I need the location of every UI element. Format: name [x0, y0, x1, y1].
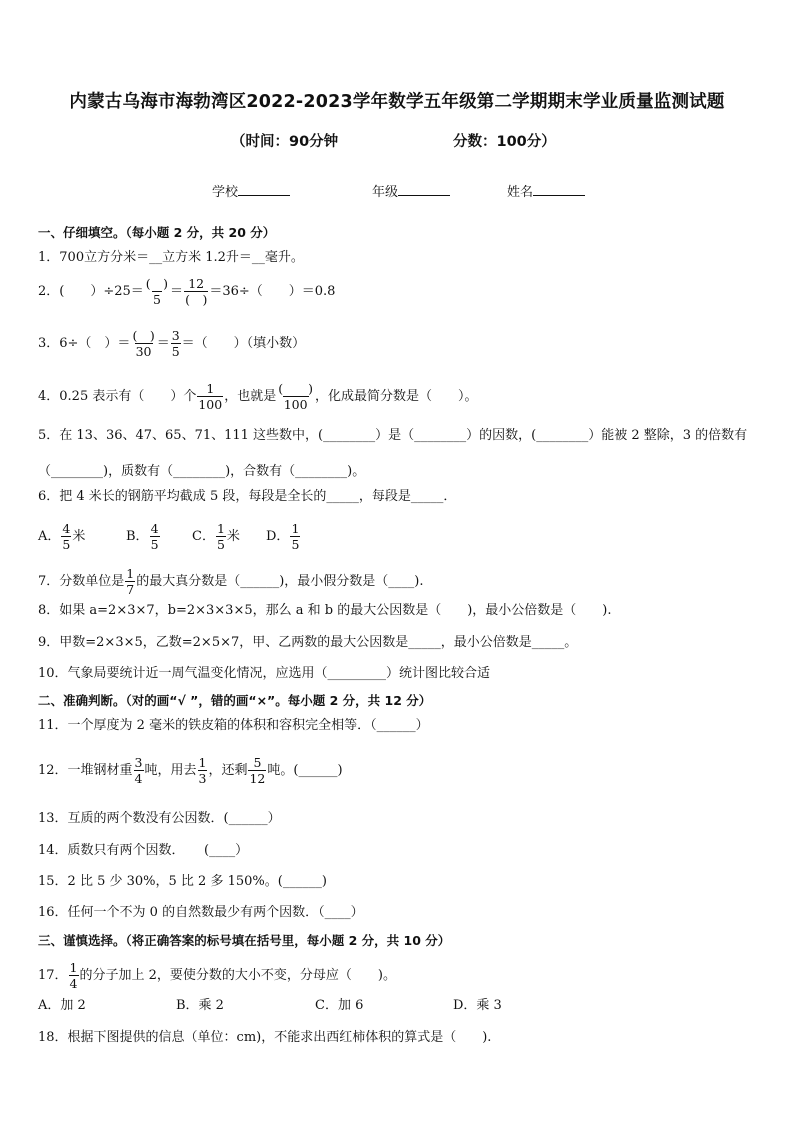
question-4-text-b: ，也就是	[224, 389, 277, 404]
denominator: 12	[249, 771, 266, 786]
question-12-text-b: 吨，用去	[144, 763, 197, 778]
question-5: 5．在 13、36、47、65、71、111 这些数中，(________）是（________）的因数，(________）能被 2 整除，3 的倍数有（________)，质数有（________)，合数有（________)。	[38, 428, 748, 479]
page-title: 内蒙古乌海市海勃湾区2022-2023学年数学五年级第二学期期末学业质量监测试题	[69, 92, 725, 112]
option-d[interactable]	[266, 521, 301, 552]
numerator: 1	[216, 521, 225, 536]
question-14: 14．质数只有两个因数． (____）	[38, 843, 249, 858]
question-6-options	[38, 515, 338, 555]
question-13: 13．互质的两个数没有公因数．(______）	[38, 811, 281, 826]
option-b[interactable]: B．乘 2	[176, 998, 224, 1013]
question-6: 6．把 4 米长的钢筋平均截成 5 段，每段是全长的_____，每段是_____．	[38, 489, 457, 504]
numerator: 1	[291, 521, 300, 536]
question-15: 15．2 比 5 少 30%，5 比 2 多 150%。(______)	[38, 874, 327, 889]
name-blank[interactable]	[533, 183, 585, 196]
numerator: 3	[171, 328, 180, 343]
fraction	[150, 521, 160, 552]
question-3-text-b: ＝（ ）（填小数）	[181, 336, 306, 351]
equals-sign: ＝	[156, 336, 170, 351]
question-17	[38, 960, 396, 991]
name-label: 姓名	[507, 185, 534, 200]
question-4-text-a: 4．0.25 表示有（ ）个	[38, 389, 197, 404]
denominator: ( )	[185, 292, 208, 307]
fraction	[216, 521, 226, 552]
question-9: 9．甲数=2×3×5，乙数=2×5×7，甲、乙两数的最大公因数是_____，最小公倍数是_____。	[38, 635, 578, 650]
numerator: 1	[206, 381, 215, 396]
fraction	[290, 521, 300, 552]
equals-sign: ＝	[170, 284, 184, 299]
fraction	[125, 566, 135, 597]
question-2-text-b: ＝36÷（ ）＝0.8	[209, 284, 336, 299]
numerator: 1	[126, 566, 135, 581]
fraction	[171, 328, 181, 359]
school-label: 学校	[212, 185, 239, 200]
denominator: 4	[69, 976, 78, 991]
fraction	[197, 381, 223, 412]
question-3-text-a: 3．6÷（ ）＝	[38, 336, 131, 351]
numerator: 4	[62, 521, 71, 536]
option-a[interactable]	[38, 521, 85, 552]
denominator: 7	[126, 582, 135, 597]
denominator: 5	[171, 344, 180, 359]
numerator: 12	[188, 276, 205, 291]
grade-field	[372, 181, 450, 200]
numerator: 5	[253, 755, 262, 770]
option-c[interactable]: C．加 6	[315, 998, 364, 1013]
section-heading-2: 二、准确判断。（对的画“√ ”，错的画“×”。每小题 2 分，共 12 分）	[38, 693, 432, 708]
question-12-text-a: 12．一堆钢材重	[38, 763, 133, 778]
denominator: 100	[283, 397, 308, 412]
option-label: C．	[192, 529, 215, 544]
denominator: 5	[152, 292, 161, 307]
denominator: 5	[291, 537, 300, 552]
question-4	[38, 381, 478, 412]
question-1: 1．700立方分米＝__立方米 1.2升＝__毫升。	[38, 250, 304, 265]
grade-label: 年级	[372, 185, 399, 200]
fraction	[131, 328, 155, 359]
unit: 米	[226, 529, 240, 544]
section-heading-1: 一、仔细填空。（每小题 2 分，共 20 分）	[38, 225, 276, 240]
option-d[interactable]: D．乘 3	[453, 998, 502, 1013]
denominator: 5	[62, 537, 71, 552]
numerator: 1	[69, 960, 78, 975]
question-7	[38, 566, 424, 597]
question-2	[38, 276, 335, 307]
school-field	[212, 181, 290, 200]
option-c[interactable]	[192, 521, 240, 552]
fraction	[134, 755, 144, 786]
question-8: 8．如果 a=2×3×7，b=2×3×3×5，那么 a 和 b 的最大公因数是（ )，最小公倍数是（ ).	[38, 603, 612, 618]
exam-time: （时间：90分钟	[231, 134, 339, 150]
numerator: 1	[198, 755, 207, 770]
question-3	[38, 328, 305, 359]
fraction	[145, 276, 169, 307]
exam-score: 分数：100分）	[453, 134, 556, 150]
question-17-text-b: 的分子加上 2，要使分数的大小不变，分母应（ )。	[79, 968, 396, 983]
numerator: ( )	[278, 381, 313, 396]
option-label: A．	[38, 529, 61, 544]
fraction	[248, 755, 266, 786]
question-17-options	[38, 997, 558, 1017]
name-field	[507, 181, 585, 200]
school-blank[interactable]	[238, 183, 290, 196]
question-10: 10．气象局要统计近一周气温变化情况，应选用（_________）统计图比较合适	[38, 666, 491, 681]
fraction	[69, 960, 79, 991]
denominator: 5	[150, 537, 159, 552]
question-17-text-a: 17．	[38, 968, 68, 983]
denominator: 100	[198, 397, 223, 412]
option-label: D．	[266, 529, 290, 544]
numerator: 3	[134, 755, 143, 770]
grade-blank[interactable]	[398, 183, 450, 196]
denominator: 3	[198, 771, 207, 786]
fraction	[198, 755, 208, 786]
question-4-text-c: ，化成最简分数是（ ）。	[315, 389, 478, 404]
question-18: 18．根据下图提供的信息（单位：cm)，不能求出西红柿体积的算式是（ ).	[38, 1030, 492, 1045]
fraction	[61, 521, 71, 552]
question-12-text-c: ，还剩	[208, 763, 248, 778]
fraction	[184, 276, 208, 307]
question-11: 11．一个厚度为 2 毫米的铁皮箱的体积和容积完全相等．（______）	[38, 718, 429, 733]
section-heading-3: 三、谨慎选择。（将正确答案的标号填在括号里，每小题 2 分，共 10 分）	[38, 933, 451, 948]
numerator: ( )	[132, 328, 155, 343]
question-7-text-a: 7．分数单位是	[38, 574, 125, 589]
option-a[interactable]: A．加 2	[38, 998, 86, 1013]
question-7-text-b: 的最大真分数是（______)，最小假分数是（____).	[136, 574, 424, 589]
denominator: 4	[134, 771, 143, 786]
question-12-text-d: 吨。(______)	[267, 763, 343, 778]
unit: 米	[72, 529, 86, 544]
denominator: 30	[135, 344, 152, 359]
option-label: B．	[126, 529, 149, 544]
numerator: ( )	[145, 276, 169, 291]
fraction	[277, 381, 314, 412]
question-12	[38, 755, 343, 786]
numerator: 4	[150, 521, 159, 536]
denominator: 5	[216, 537, 225, 552]
question-16: 16．任何一个不为 0 的自然数最少有两个因数．（____）	[38, 905, 364, 920]
option-b[interactable]	[126, 521, 161, 552]
question-2-text-a: 2．( ）÷25＝	[38, 284, 144, 299]
